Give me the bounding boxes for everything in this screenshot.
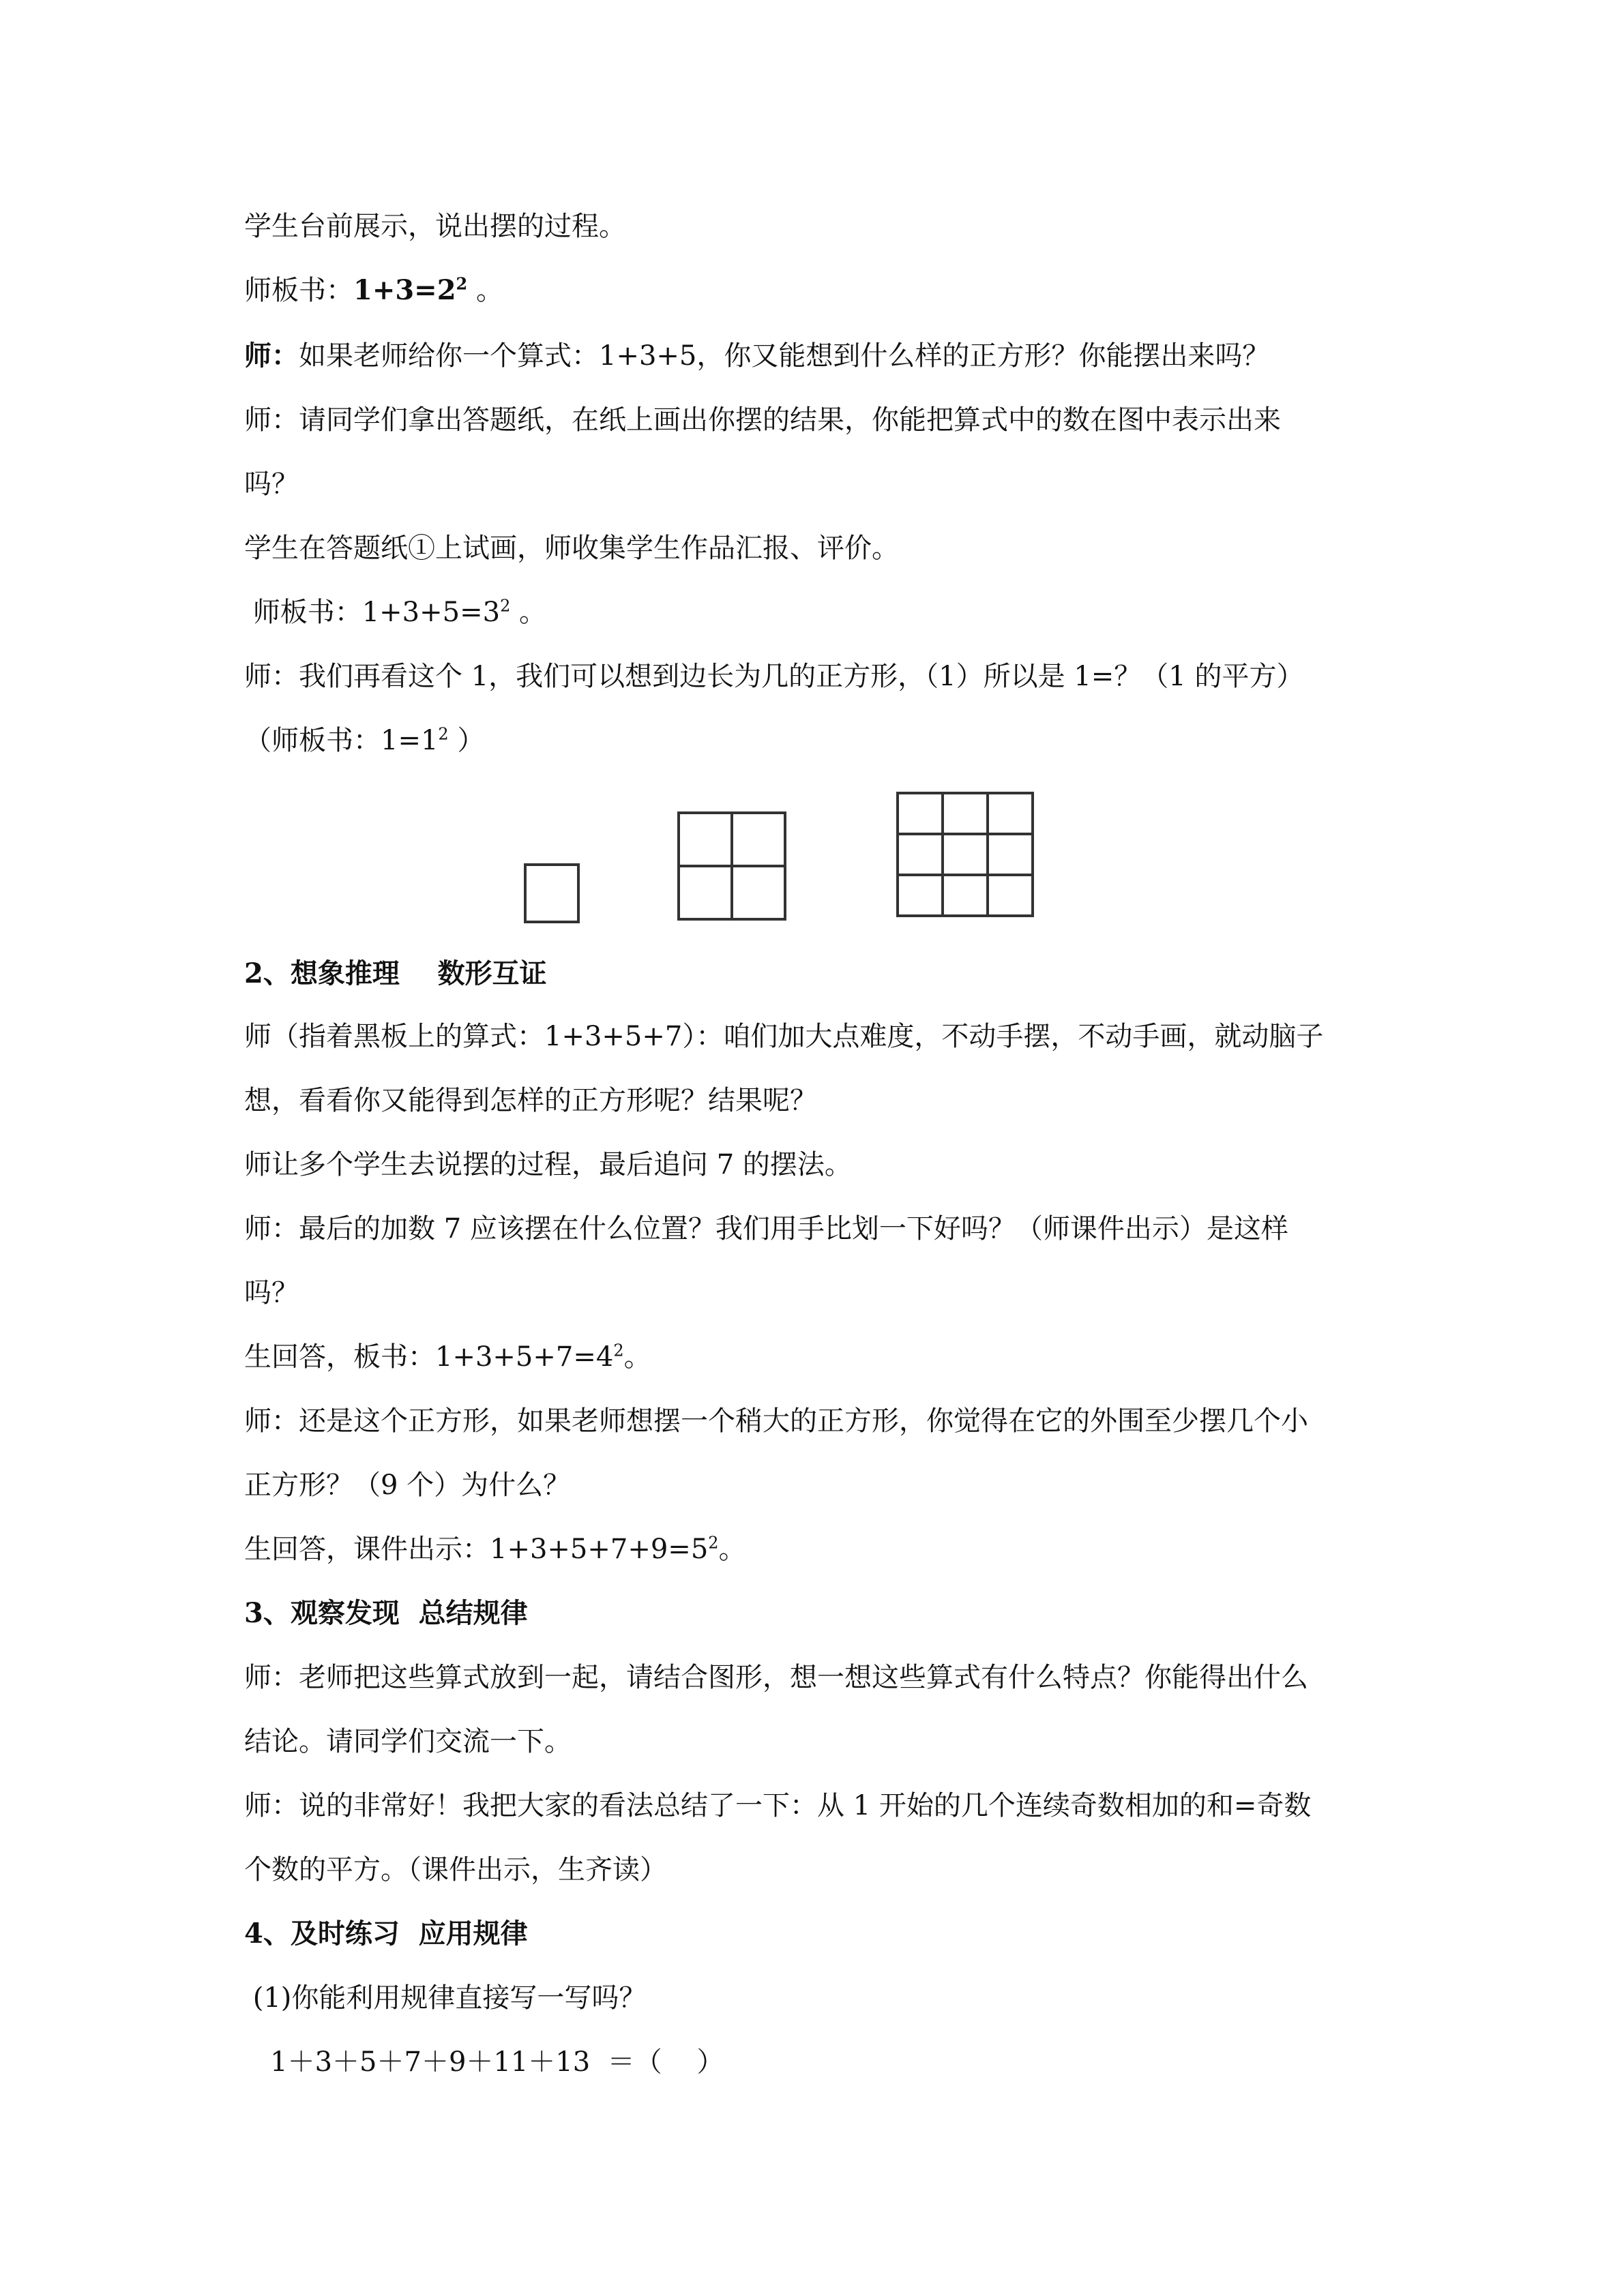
section-heading-2: 2、想象推理 数形互证 [244, 957, 547, 989]
prefix: （师板书：1=1 [244, 725, 439, 756]
line-teacher-points-cont: 想，看看你又能得到怎样的正方形呢？结果呢？ [244, 1085, 817, 1116]
line-teacher-points: 师（指着黑板上的算式：1+3+5+7）：咱们加大点难度，不动手摆，不动手画，就动脑子 [244, 1021, 1324, 1052]
suffix: 。 [623, 1341, 651, 1373]
section-heading-4: 4、及时练习 应用规律 [244, 1918, 528, 1950]
prefix: 师板书：1+3+5=3 [244, 597, 501, 628]
line-teacher-larger-cont: 正方形？（9 个）为什么？ [244, 1470, 571, 1501]
line-board-four-squared [244, 1339, 651, 1375]
suffix: 。 [718, 1534, 746, 1565]
prefix: 生回答，板书：1+3+5+7=4 [244, 1341, 614, 1373]
suffix: 。 [510, 597, 547, 628]
line-text: 如果老师给你一个算式：1+3+5，你又能想到什么样的正方形？你能摆出来吗？ [299, 340, 1270, 372]
suffix: 。 [467, 275, 503, 306]
line-teacher-instruction: 师：请同学们拿出答题纸，在纸上画出你摆的结果，你能把算式中的数在图中表示出来 [244, 404, 1281, 436]
exercise-prompt: (1)你能利用规律直接写一写吗？ [244, 1982, 647, 2014]
square-grid-1x1 [525, 865, 578, 922]
grid-outline [898, 793, 1033, 916]
line-teacher-one: 师：我们再看这个 1，我们可以想到边长为几的正方形，（1）所以是 1=？（1 的平方） [244, 661, 1304, 692]
line-teacher-observe-cont: 结论。请同学们交流一下。 [244, 1726, 572, 1757]
speaker-label: 师： [244, 340, 299, 372]
square-grid-2x2 [679, 813, 785, 919]
suffix: ） [448, 725, 485, 756]
section-heading-3: 3、观察发现 总结规律 [244, 1597, 528, 1629]
prefix: 生回答，课件出示：1+3+5+7+9=5 [244, 1534, 709, 1565]
line-teacher-summary: 师：说的非常好！我把大家的看法总结了一下：从 1 开始的几个连续奇数相加的和=奇数 [244, 1790, 1312, 1821]
line-teacher-seven-cont: 吗？ [244, 1277, 299, 1309]
line-teacher-larger: 师：还是这个正方形，如果老师想摆一个稍大的正方形，你觉得在它的外围至少摆几个小 [244, 1405, 1308, 1437]
square-grid-3x3 [898, 793, 1033, 916]
line-courseware-five-squared [244, 1532, 746, 1567]
line-students-explain: 师让多个学生去说摆的过程，最后追问 7 的摆法。 [244, 1149, 852, 1180]
exponent: 2 [613, 1341, 624, 1360]
exercise-equation: 1＋3＋5＋7＋9＋11＋13 ＝（ ） [244, 2046, 724, 2078]
grid-outline [525, 865, 578, 922]
line-teacher-instruction-cont: 吗？ [244, 468, 299, 500]
line-teacher-observe: 师：老师把这些算式放到一起，请结合图形，想一想这些算式有什么特点？你能得出什么 [244, 1662, 1308, 1693]
line-teacher-summary-cont: 个数的平方。（课件出示，生齐读） [244, 1854, 667, 1885]
exponent: 2 [500, 596, 511, 616]
formula: 1+3=2 [353, 274, 456, 306]
line-student-drawing: 学生在答题纸①上试画，师收集学生作品汇报、评价。 [244, 533, 899, 564]
exponent: 2 [708, 1533, 719, 1553]
prefix: 师板书： [244, 275, 353, 306]
exponent: 2 [456, 273, 468, 294]
line-teacher-seven: 师：最后的加数 7 应该摆在什么位置？我们用手比划一下好吗？（师课件出示）是这样 [244, 1213, 1288, 1244]
exponent: 2 [438, 724, 449, 744]
line-student-demo: 学生台前展示，说出摆的过程。 [244, 211, 626, 242]
